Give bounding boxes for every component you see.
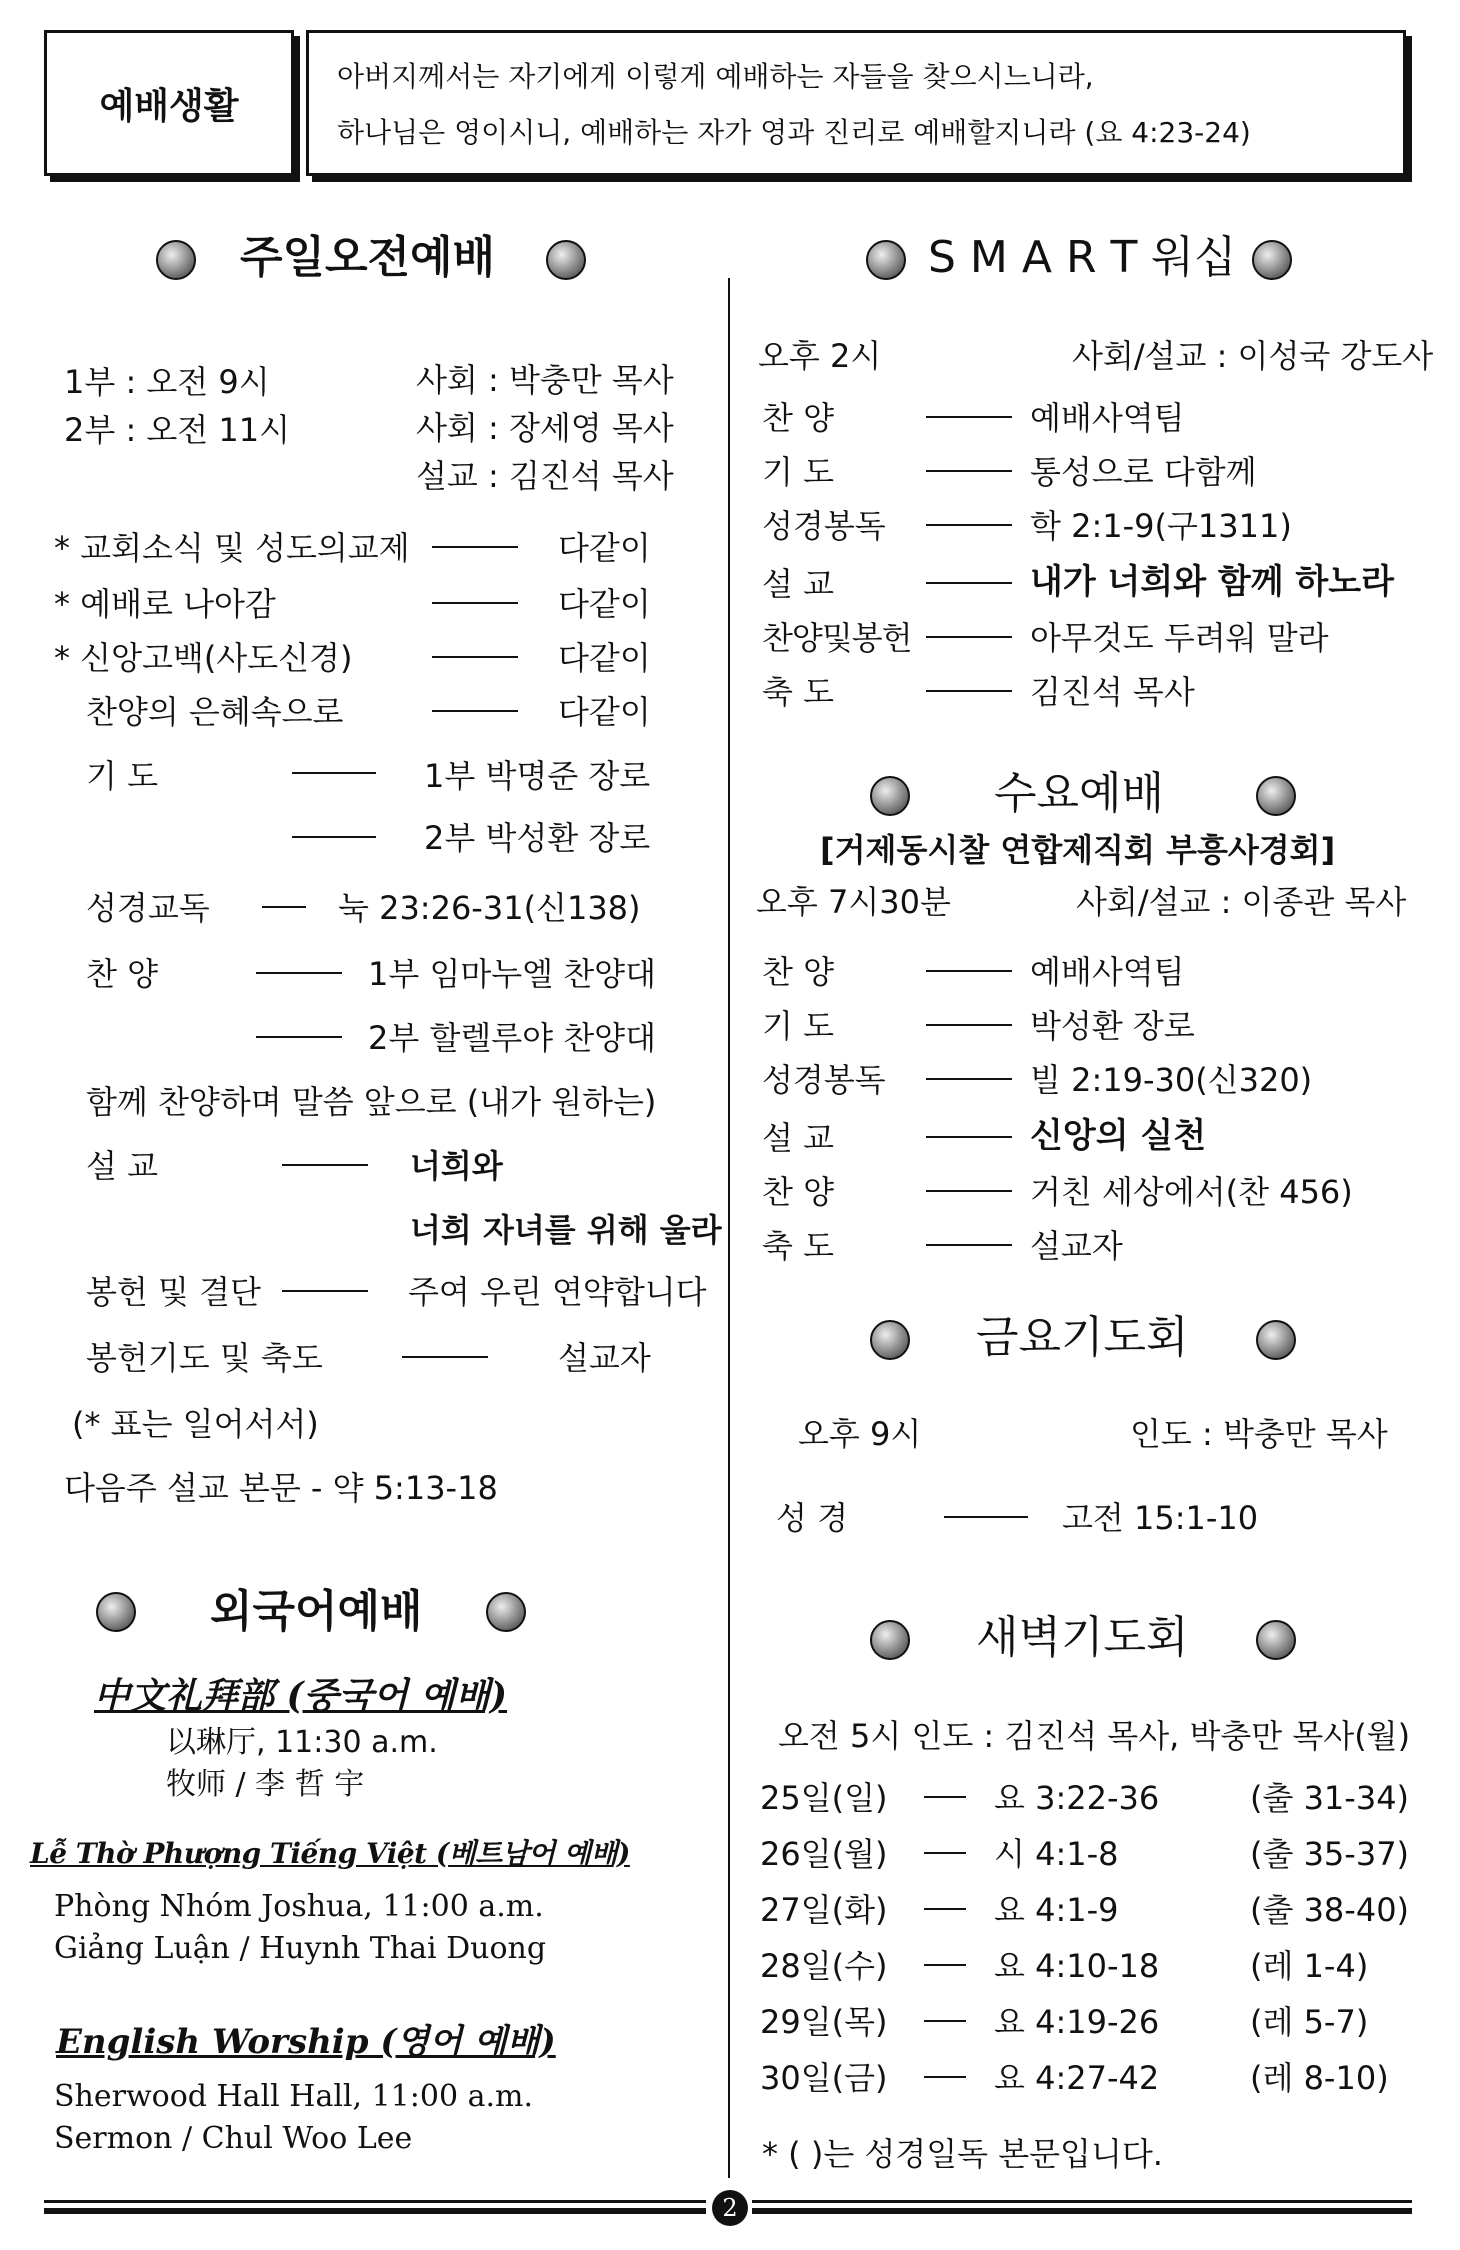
reading-label: 성경교독 bbox=[86, 889, 210, 927]
smart-item-label: 성경봉독 bbox=[762, 507, 886, 545]
wednesday-item-value: 예배사역팀 bbox=[1030, 953, 1185, 991]
order-item-label: * 교회소식 및 성도의교제 bbox=[54, 529, 410, 567]
reading-value: 눅 23:26-31(신138) bbox=[338, 889, 641, 927]
footer-rule-right bbox=[752, 2200, 1412, 2214]
header-verse-box bbox=[306, 30, 1406, 176]
sermon-title-1: 너희와 bbox=[410, 1147, 503, 1185]
order-item-value: 다같이 bbox=[558, 693, 651, 731]
smart-item-value: 내가 너희와 함께 하노라 bbox=[1030, 562, 1394, 602]
bullet-icon bbox=[870, 1320, 910, 1360]
friday-scripture-label: 성 경 bbox=[776, 1499, 848, 1537]
next-sermon: 다음주 설교 본문 - 약 5:13-18 bbox=[64, 1469, 498, 1507]
verse-line-2: 하나님은 영이시니, 예배하는 자가 영과 진리로 예배할지니라 (요 4:23-24) bbox=[337, 116, 1251, 149]
smart-item-value: 아무것도 두려워 말라 bbox=[1030, 619, 1329, 657]
verse-line-1: 아버지께서는 자기에게 이렇게 예배하는 자들을 찾으시느니라, bbox=[337, 60, 1094, 93]
header-label-box bbox=[44, 30, 294, 176]
service2-host: 사회 : 장세영 목사 bbox=[416, 409, 674, 447]
section-label: 예배생활 bbox=[99, 85, 239, 127]
vietnamese-title: Lễ Thờ Phượng Tiếng Việt (베트남어 예배) bbox=[30, 1837, 630, 1870]
dawn-title: 새벽기도회 bbox=[976, 1612, 1189, 1663]
bullet-icon bbox=[156, 240, 196, 280]
choir-1: 1부 임마누엘 찬양대 bbox=[368, 955, 656, 993]
smart-time: 오후 2시 bbox=[758, 337, 882, 375]
prayer-label: 기 도 bbox=[86, 757, 158, 795]
chinese-line-1: 以琳厅, 11:30 a.m. bbox=[166, 1725, 438, 1760]
order-item-value: 다같이 bbox=[558, 585, 651, 623]
bullet-icon bbox=[1256, 776, 1296, 816]
wednesday-item-value: 박성환 장로 bbox=[1030, 1007, 1195, 1045]
chinese-title: 中文礼拜部 (중국어 예배) bbox=[94, 1675, 508, 1717]
dawn-text: 요 4:27-42 bbox=[994, 2059, 1160, 2097]
order-item-value: 다같이 bbox=[558, 529, 651, 567]
benediction-value: 설교자 bbox=[558, 1339, 651, 1377]
wednesday-time: 오후 7시30분 bbox=[756, 883, 951, 921]
smart-item-value: 김진석 목사 bbox=[1030, 673, 1195, 711]
choir-2: 2부 할렐루야 찬양대 bbox=[368, 1019, 656, 1057]
dawn-daily: (레 1-4) bbox=[1250, 1947, 1369, 1985]
dawn-daily: (레 8-10) bbox=[1250, 2059, 1389, 2097]
dawn-text: 요 4:1-9 bbox=[994, 1891, 1119, 1929]
vietnamese-line-2: Giảng Luận / Huynh Thai Duong bbox=[54, 1931, 547, 1966]
benediction-label: 봉헌기도 및 축도 bbox=[86, 1339, 323, 1377]
dawn-text: 요 4:19-26 bbox=[994, 2003, 1160, 2041]
wednesday-item-label: 찬 양 bbox=[762, 953, 834, 991]
dawn-text: 요 4:10-18 bbox=[994, 1947, 1160, 1985]
english-line-1: Sherwood Hall Hall, 11:00 a.m. bbox=[54, 2079, 533, 2114]
dawn-day: 30일(금) bbox=[760, 2059, 888, 2097]
dawn-daily: (출 35-37) bbox=[1250, 1835, 1410, 1873]
smart-item-value: 예배사역팀 bbox=[1030, 399, 1185, 437]
bullet-icon bbox=[1252, 240, 1292, 280]
bullet-icon bbox=[1256, 1620, 1296, 1660]
prayer-2: 2부 박성환 장로 bbox=[424, 819, 651, 857]
dawn-daily: (출 38-40) bbox=[1250, 1891, 1410, 1929]
smart-item-value: 통성으로 다함께 bbox=[1030, 453, 1257, 491]
order-item-label: * 예배로 나아감 bbox=[54, 585, 276, 623]
wednesday-subtitle: [거제동시찰 연합제직회 부흥사경회] bbox=[820, 831, 1336, 869]
dawn-info: 오전 5시 인도 : 김진석 목사, 박충만 목사(월) bbox=[778, 1717, 1411, 1755]
bullet-icon bbox=[870, 1620, 910, 1660]
dawn-day: 29일(목) bbox=[760, 2003, 888, 2041]
smart-item-label: 축 도 bbox=[762, 673, 834, 711]
english-title: English Worship (영어 예배) bbox=[56, 2022, 556, 2062]
offering-value: 주여 우린 연약합니다 bbox=[408, 1273, 707, 1311]
vietnamese-line-1: Phòng Nhóm Joshua, 11:00 a.m. bbox=[54, 1889, 544, 1924]
service1-time: 1부 : 오전 9시 bbox=[64, 363, 270, 401]
order-item-label: * 신앙고백(사도신경) bbox=[54, 639, 353, 677]
bullet-icon bbox=[546, 240, 586, 280]
smart-host: 사회/설교 : 이성국 강도사 bbox=[1072, 337, 1434, 375]
order-item-value: 다같이 bbox=[558, 639, 651, 677]
prayer-1: 1부 박명준 장로 bbox=[424, 757, 651, 795]
wednesday-item-label: 기 도 bbox=[762, 1007, 834, 1045]
foreign-title: 외국어예배 bbox=[210, 1586, 423, 1637]
friday-leader: 인도 : 박충만 목사 bbox=[1130, 1415, 1388, 1453]
standing-note: (* 표는 일어서서) bbox=[72, 1405, 319, 1443]
dawn-day: 27일(화) bbox=[760, 1891, 888, 1929]
praise-line: 함께 찬양하며 말씀 앞으로 (내가 원하는) bbox=[86, 1083, 657, 1121]
dawn-note: * ( )는 성경일독 본문입니다. bbox=[762, 2135, 1163, 2173]
page-number bbox=[712, 2190, 748, 2226]
smart-item-value: 학 2:1-9(구1311) bbox=[1030, 507, 1292, 545]
dawn-text: 시 4:1-8 bbox=[994, 1835, 1119, 1873]
wednesday-item-label: 성경봉독 bbox=[762, 1061, 886, 1099]
dawn-daily: (출 31-34) bbox=[1250, 1779, 1410, 1817]
footer-rule-left bbox=[44, 2200, 706, 2214]
order-item-label: 찬양의 은혜속으로 bbox=[86, 693, 344, 731]
dawn-daily: (레 5-7) bbox=[1250, 2003, 1369, 2041]
smart-item-label: 기 도 bbox=[762, 453, 834, 491]
friday-scripture-value: 고전 15:1-10 bbox=[1062, 1499, 1259, 1537]
wednesday-host: 사회/설교 : 이종관 목사 bbox=[1076, 883, 1407, 921]
sermon-title-2: 너희 자녀를 위해 울라 bbox=[410, 1211, 722, 1249]
english-line-2: Sermon / Chul Woo Lee bbox=[54, 2121, 413, 2156]
dawn-day: 28일(수) bbox=[760, 1947, 888, 1985]
bullet-icon bbox=[96, 1592, 136, 1632]
dawn-text: 요 3:22-36 bbox=[994, 1779, 1160, 1817]
bullet-icon bbox=[870, 776, 910, 816]
sunday-title: 주일오전예배 bbox=[240, 232, 496, 283]
wednesday-item-value: 신앙의 실천 bbox=[1030, 1116, 1207, 1156]
dawn-day: 25일(일) bbox=[760, 1779, 888, 1817]
wednesday-item-label: 설 교 bbox=[762, 1119, 834, 1157]
wednesday-item-value: 설교자 bbox=[1030, 1227, 1123, 1265]
wednesday-title: 수요예배 bbox=[994, 768, 1165, 819]
page-number-text: 2 bbox=[722, 2194, 738, 2222]
service2-time: 2부 : 오전 11시 bbox=[64, 411, 291, 449]
smart-item-label: 설 교 bbox=[762, 565, 834, 603]
column-divider bbox=[728, 278, 730, 2178]
bullet-icon bbox=[866, 240, 906, 280]
bullet-icon bbox=[486, 1592, 526, 1632]
preacher: 설교 : 김진석 목사 bbox=[416, 457, 674, 495]
service1-host: 사회 : 박충만 목사 bbox=[416, 361, 674, 399]
choir-label: 찬 양 bbox=[86, 955, 158, 993]
wednesday-item-label: 축 도 bbox=[762, 1227, 834, 1265]
smart-item-label: 찬 양 bbox=[762, 399, 834, 437]
smart-item-label: 찬양및봉헌 bbox=[762, 619, 912, 657]
wednesday-item-value: 빌 2:19-30(신320) bbox=[1030, 1061, 1313, 1099]
chinese-line-2: 牧师 / 李 哲 宇 bbox=[166, 1767, 365, 1802]
offering-label: 봉헌 및 결단 bbox=[86, 1273, 261, 1311]
wednesday-item-label: 찬 양 bbox=[762, 1173, 834, 1211]
smart-title: S M A R T 워십 bbox=[928, 232, 1237, 283]
bullet-icon bbox=[1256, 1320, 1296, 1360]
friday-title: 금요기도회 bbox=[976, 1312, 1189, 1363]
sermon-label: 설 교 bbox=[86, 1147, 158, 1185]
wednesday-item-value: 거친 세상에서(찬 456) bbox=[1030, 1173, 1353, 1211]
dawn-day: 26일(월) bbox=[760, 1835, 888, 1873]
friday-time: 오후 9시 bbox=[798, 1415, 922, 1453]
